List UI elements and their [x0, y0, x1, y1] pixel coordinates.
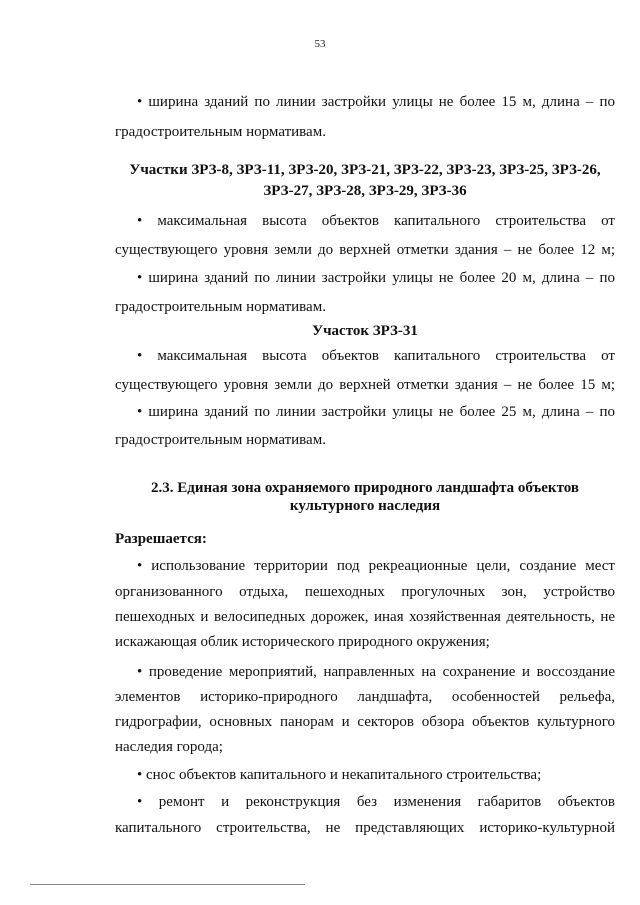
page-number: 53: [314, 38, 326, 50]
paragraph-line: наследия города;: [115, 739, 223, 755]
footer-divider: [30, 884, 305, 885]
bullet-width-25: • ширина зданий по линии застройки улицы не более 25 м, длина – по: [137, 404, 615, 420]
paragraph-line: существующего уровня земли до верхней отметки здания – не более 12 м;: [115, 242, 615, 258]
section-heading-plots: Участки ЗРЗ-8, ЗРЗ-11, ЗРЗ-20, ЗРЗ-21, ЗРЗ-22, ЗРЗ-23, ЗРЗ-25, ЗРЗ-26,: [129, 162, 601, 178]
bullet-max-height-15: • максимальная высота объектов капитального строительства от: [137, 348, 615, 364]
paragraph-line: капитального строительства, не представляющих историко-культурной: [115, 820, 615, 836]
paragraph-line: градостроительным нормативам.: [115, 299, 326, 315]
bullet-max-height-12: • максимальная высота объектов капитального строительства от: [137, 213, 615, 229]
section-heading-plots-cont: ЗРЗ-27, ЗРЗ-28, ЗРЗ-29, ЗРЗ-36: [263, 183, 467, 199]
paragraph-line: градостроительным нормативам.: [115, 124, 326, 140]
section-heading-plot-31: Участок ЗРЗ-31: [312, 323, 418, 339]
paragraph-line: организованного отдыха, пешеходных прогулочных зон, устройство: [115, 584, 615, 600]
paragraph-line: существующего уровня земли до верхней отметки здания – не более 15 м;: [115, 377, 615, 393]
bullet-width-15: • ширина зданий по линии застройки улицы не более 15 м, длина – по: [137, 94, 615, 110]
bullet-width-20: • ширина зданий по линии застройки улицы не более 20 м, длина – по: [137, 270, 615, 286]
paragraph-line: искажающая облик исторического природного окружения;: [115, 634, 490, 650]
bullet-repair: • ремонт и реконструкция без изменения габаритов объектов: [137, 794, 615, 810]
section-heading-2-3-cont: культурного наследия: [289, 498, 441, 514]
paragraph-line: элементов историко-природного ландшафта, особенностей рельефа,: [115, 689, 615, 705]
bullet-conservation: • проведение мероприятий, направленных на сохранение и воссоздание: [137, 664, 615, 680]
bullet-demolition: • снос объектов капитального и некапитального строительства;: [137, 767, 542, 783]
paragraph-line: градостроительным нормативам.: [115, 432, 326, 448]
paragraph-line: пешеходных и велосипедных дорожек, иная хозяйственная деятельность, не: [115, 609, 615, 625]
paragraph-line: гидрографии, основных панорам и секторов обзора объектов культурного: [115, 714, 615, 730]
section-heading-2-3: 2.3. Единая зона охраняемого природного ландшафта объектов: [151, 480, 579, 496]
bullet-recreation: • использование территории под рекреационные цели, создание мест: [137, 558, 615, 574]
allowed-heading: Разрешается:: [115, 531, 207, 547]
